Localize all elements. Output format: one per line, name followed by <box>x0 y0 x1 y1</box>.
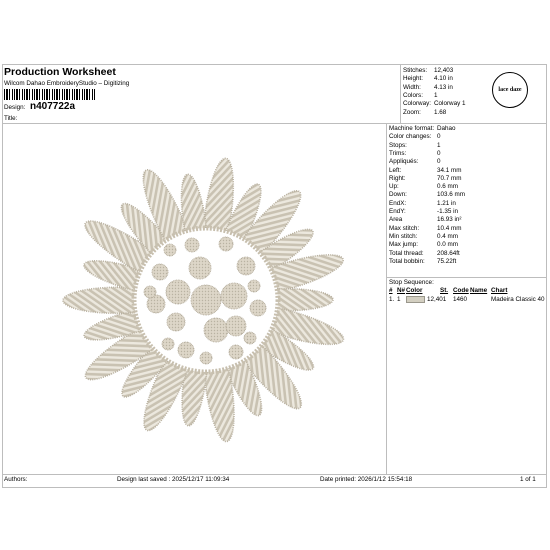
summary-label: Height: <box>403 75 423 83</box>
center-dot <box>191 285 221 315</box>
center-dot <box>166 280 190 304</box>
stop-head-name: Name <box>470 287 488 294</box>
detail-label: Left: <box>389 166 402 174</box>
header-divider <box>2 123 547 124</box>
stop-divider <box>386 277 547 278</box>
detail-label: EndY: <box>389 208 406 215</box>
logo-text: lace daze <box>498 86 522 93</box>
detail-label: Right: <box>389 174 406 182</box>
detail-label: Machine format: <box>389 125 435 132</box>
stop-head-num: # <box>389 287 393 294</box>
stop-head-code: Code <box>453 287 469 294</box>
detail-label: Stops: <box>389 141 407 149</box>
barcode <box>4 89 96 100</box>
stop-head-color: Color <box>406 287 423 294</box>
detail-value: 0.6 mm <box>437 183 458 191</box>
stop-head-st: St. <box>440 287 449 294</box>
detail-value: 0.4 mm <box>437 232 458 240</box>
footer-printed: Date printed: 2026/1/12 15:54:18 <box>320 476 413 483</box>
center-dot <box>164 244 176 256</box>
stop-row-n: 1 <box>397 296 401 303</box>
stop-row-code: 1460 <box>453 296 468 303</box>
detail-value: 75.22ft <box>437 257 457 265</box>
summary-label: Colors: <box>403 91 423 99</box>
stop-row-st: 12,401 <box>427 296 447 303</box>
center-dot <box>167 313 185 331</box>
title-label: Title: <box>4 115 18 122</box>
stop-sequence-title: Stop Sequence: <box>389 279 434 286</box>
summary-label: Zoom: <box>403 108 421 116</box>
summary-label: Colorway: <box>403 100 431 108</box>
center-dot <box>219 237 233 251</box>
software-name: Wilcom Dahao EmbroideryStudio – Digitizing <box>4 80 130 87</box>
footer-saved: Design last saved : 2025/12/17 11:09:34 <box>117 476 230 483</box>
summary-value: 1 <box>434 91 438 99</box>
detail-value: 70.7 mm <box>437 174 462 182</box>
summary-value: Colorway 1 <box>434 100 466 108</box>
detail-label: Min stitch: <box>389 232 418 240</box>
detail-label: Max jump: <box>389 241 419 249</box>
center-dot <box>144 286 156 298</box>
detail-value: 0 <box>437 158 441 166</box>
lace-daze-logo <box>492 72 528 108</box>
center-dot <box>237 257 255 275</box>
footer-divider <box>2 474 547 475</box>
detail-label: Total thread: <box>389 249 424 257</box>
center-dot <box>226 316 246 336</box>
design-label: Design: <box>4 104 26 111</box>
center-dot <box>178 342 194 358</box>
detail-value: 208.64ft <box>437 249 460 257</box>
detail-value: -1.35 in <box>437 208 459 215</box>
design-value: n407722a <box>30 101 76 112</box>
summary-value: 1.68 <box>434 108 447 116</box>
detail-value: Dahao <box>437 125 456 132</box>
detail-label: Max stitch: <box>389 224 420 232</box>
center-dot <box>248 280 260 292</box>
detail-value: 34.1 mm <box>437 166 462 174</box>
center-dot <box>204 318 228 342</box>
panel-divider <box>386 123 387 474</box>
color-swatch <box>406 296 425 303</box>
center-dot <box>189 257 211 279</box>
detail-label: Up: <box>389 183 399 191</box>
center-dot <box>162 338 174 350</box>
detail-value: 10.4 mm <box>437 224 462 232</box>
detail-value: 103.6 mm <box>437 191 465 199</box>
detail-label: Total bobbin: <box>389 257 425 265</box>
detail-value: 0.0 mm <box>437 241 458 249</box>
center-dot <box>221 283 247 309</box>
detail-value: 16.93 in² <box>437 216 462 224</box>
center-dot <box>229 345 243 359</box>
detail-value: 0 <box>437 149 441 157</box>
embroidery-design-preview <box>36 125 376 470</box>
center-dot <box>185 238 199 252</box>
summary-divider <box>400 64 401 123</box>
footer-authors: Authors: <box>4 476 28 483</box>
center-dot <box>200 352 212 364</box>
summary-value: 12,403 <box>434 67 454 74</box>
summary-value: 4.10 in <box>434 75 453 83</box>
stop-head-n: N# <box>397 287 406 294</box>
stop-row-num: 1. <box>389 296 395 303</box>
summary-label: Width: <box>403 83 421 91</box>
detail-label: Color changes: <box>389 133 432 141</box>
detail-label: Down: <box>389 191 407 199</box>
page-title: Production Worksheet <box>4 66 116 78</box>
stop-head-chart: Chart <box>491 287 508 294</box>
detail-label: EndX: <box>389 199 407 207</box>
detail-label: Area <box>389 216 403 224</box>
summary-value: 4.13 in <box>434 83 453 91</box>
summary-label: Stitches: <box>403 67 428 74</box>
detail-value: 1 <box>437 141 441 149</box>
center-dot <box>250 300 266 316</box>
footer-page: 1 of 1 <box>520 476 536 483</box>
center-dot <box>152 264 168 280</box>
detail-value: 0 <box>437 133 441 141</box>
stop-row-chart: Madeira Classic 40 <box>491 296 545 303</box>
detail-label: Trims: <box>389 149 407 157</box>
detail-label: Appliqués: <box>389 158 419 166</box>
detail-value: 1.21 in <box>437 199 456 207</box>
center-dot <box>244 332 256 344</box>
